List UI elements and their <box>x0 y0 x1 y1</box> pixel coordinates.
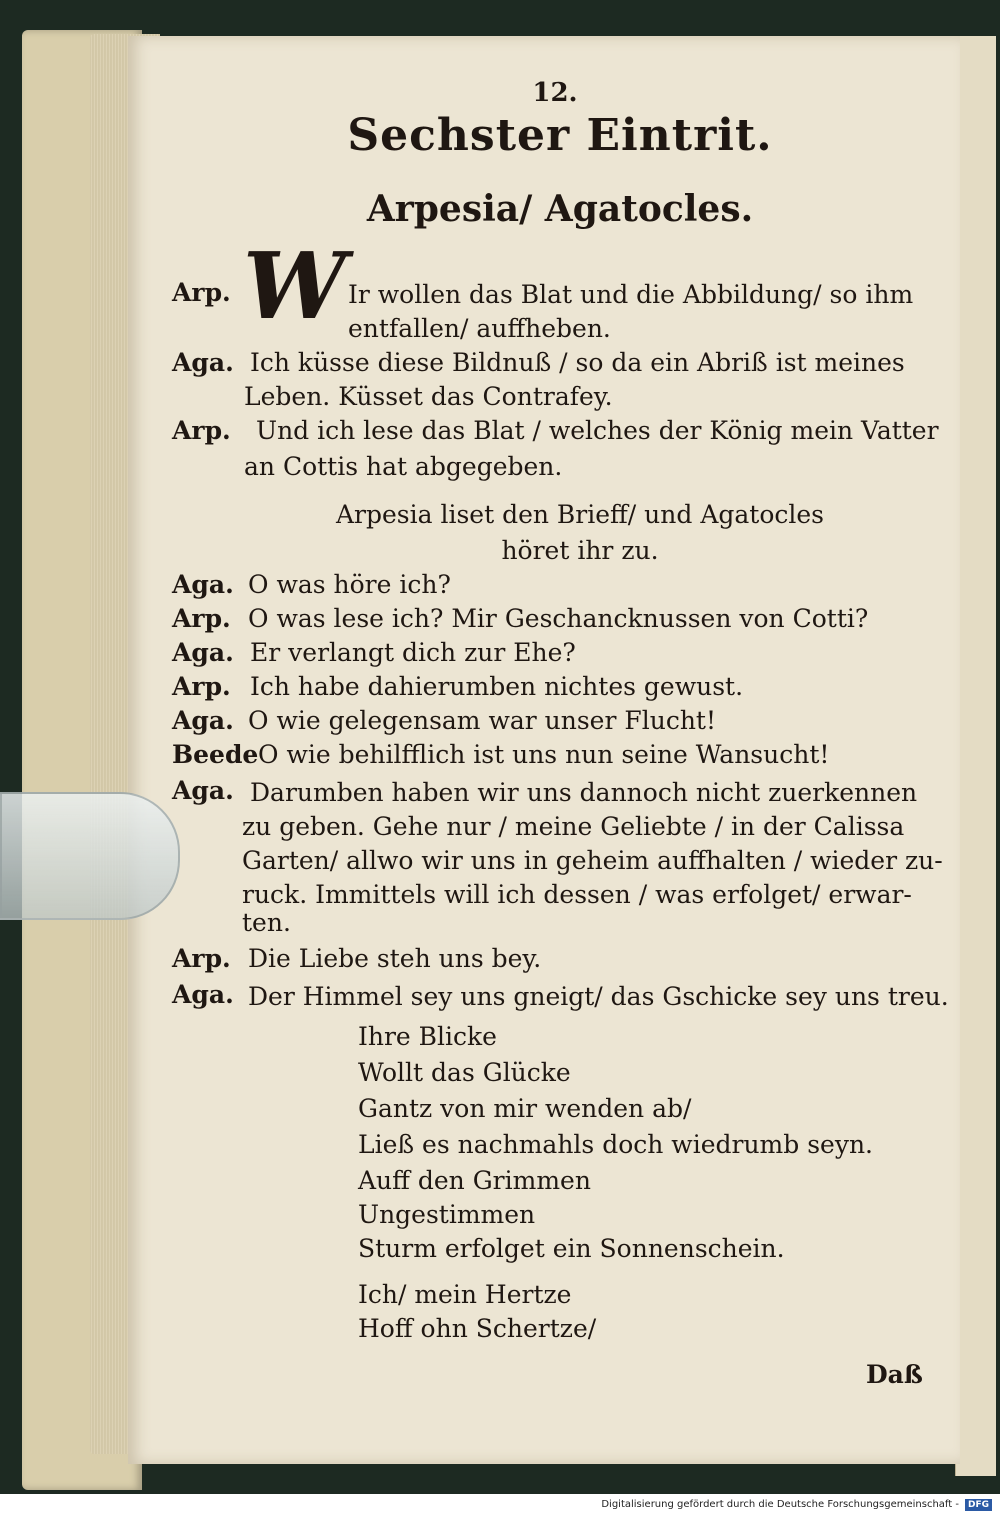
speaker-label: Aga. <box>172 638 234 667</box>
speaker-label: Arp. <box>172 672 231 701</box>
verse-line: Auff den Grimmen <box>358 1166 591 1195</box>
verse-line: Wollt das Glücke <box>358 1058 571 1087</box>
bookmark-clip <box>0 792 180 920</box>
dialogue-line-cont: zu geben. Gehe nur / meine Geliebte / in der Calissa <box>242 812 905 841</box>
speaker-label: Aga. <box>172 706 234 735</box>
dialogue-line: O was höre ich? <box>248 570 451 599</box>
dialogue-line: Ir wollen das Blat und die Abbildung/ so ihm <box>348 280 914 309</box>
stage-direction-cont: höret ihr zu. <box>501 536 659 565</box>
dialogue-line: Ich habe dahierumben nichtes gewust. <box>250 672 744 701</box>
dfg-logo: DFG <box>965 1499 992 1511</box>
dialogue-line: Er verlangt dich zur Ehe? <box>250 638 576 667</box>
speaker-label: Arp. <box>172 944 231 973</box>
dialogue-line-cont: ten. <box>242 908 291 937</box>
verse-line: Sturm erfolget ein Sonnenschein. <box>358 1234 785 1263</box>
verse-line: Ich/ mein Hertze <box>358 1280 572 1309</box>
dialogue-line: O was lese ich? Mir Geschancknussen von Cotti? <box>248 604 869 633</box>
dialogue-line: Der Himmel sey uns gneigt/ das Gschicke sey uns treu. <box>248 982 949 1011</box>
speaker-label: Beede <box>172 740 259 769</box>
footer-credit: Digitalisierung gefördert durch die Deutsche Forschungsgemeinschaft - <box>601 1499 959 1510</box>
verse-line: Hoff ohn Schertze/ <box>358 1314 597 1343</box>
speaker-label: Aga. <box>172 980 234 1009</box>
dialogue-line: Und ich lese das Blat / welches der König mein Vatter <box>256 416 939 445</box>
footer-credit-bar <box>0 1494 1000 1515</box>
page-number: 12. <box>532 78 578 108</box>
verse-line: Ungestimmen <box>358 1200 536 1229</box>
catchword: Daß <box>866 1360 923 1389</box>
dialogue-line: Die Liebe steh uns bey. <box>248 944 542 973</box>
speaker-label: Arp. <box>172 416 231 445</box>
facing-page-edge <box>955 36 996 1476</box>
verse-line: Ihre Blicke <box>358 1022 497 1051</box>
stage-direction: Arpesia liset den Brieff/ und Agatocles <box>335 500 824 529</box>
verse-line: Gantz von mir wenden ab/ <box>358 1094 692 1123</box>
dialogue-line: O wie behilfflich ist uns nun seine Wansucht! <box>258 740 830 769</box>
speaker-label: Aga. <box>172 776 234 805</box>
dialogue-line-cont: ruck. Immittels will ich dessen / was erfolget/ erwar- <box>242 880 912 909</box>
scene-characters: Arpesia/ Agatocles. <box>366 188 754 230</box>
drop-cap-initial: W <box>243 232 347 340</box>
dialogue-line-cont: Leben. Küsset das Contrafey. <box>244 382 613 411</box>
dialogue-line-cont: an Cottis hat abgegeben. <box>244 452 563 481</box>
speaker-label: Arp. <box>172 604 231 633</box>
dialogue-line: Darumben haben wir uns dannoch nicht zuerkennen <box>250 778 918 807</box>
scene-title: Sechster Eintrit. <box>347 110 773 161</box>
dialogue-line: Ich küsse diese Bildnuß / so da ein Abriß ist meines <box>250 348 905 377</box>
speaker-label: Aga. <box>172 348 234 377</box>
speaker-label: Aga. <box>172 570 234 599</box>
verse-line: Ließ es nachmahls doch wiedrumb seyn. <box>358 1130 874 1159</box>
speaker-label: Arp. <box>172 278 231 307</box>
dialogue-line-cont: Garten/ allwo wir uns in geheim auffhalten / wieder zu- <box>242 846 943 875</box>
dialogue-line: O wie gelegensam war unser Flucht! <box>248 706 717 735</box>
dialogue-line-cont: entfallen/ auffheben. <box>348 314 611 343</box>
